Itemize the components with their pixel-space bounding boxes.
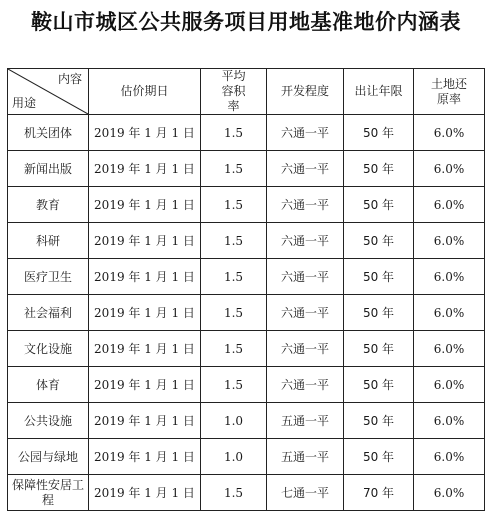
table-row [8, 331, 485, 367]
cell-far: 1.5 [201, 295, 267, 331]
cell-use: 医疗卫生 [8, 259, 89, 295]
cell-date: 2019 年 1 月 1 日 [89, 475, 201, 511]
table-row [8, 367, 485, 403]
land-price-table [7, 68, 485, 511]
table-row [8, 115, 485, 151]
cell-restore: 6.0% [414, 259, 485, 295]
cell-restore: 6.0% [414, 331, 485, 367]
cell-far: 1.5 [201, 115, 267, 151]
cell-term: 50 年 [344, 187, 414, 223]
cell-far: 1.5 [201, 367, 267, 403]
cell-restore: 6.0% [414, 475, 485, 511]
cell-dev: 六通一平 [267, 367, 344, 403]
header-term: 出让年限 [344, 69, 414, 115]
cell-use: 科研 [8, 223, 89, 259]
document-title: 鞍山市城区公共服务项目用地基准地价内涵表 [31, 9, 461, 34]
cell-far: 1.0 [201, 403, 267, 439]
cell-dev: 五通一平 [267, 403, 344, 439]
cell-restore: 6.0% [414, 295, 485, 331]
cell-date: 2019 年 1 月 1 日 [89, 295, 201, 331]
cell-date: 2019 年 1 月 1 日 [89, 403, 201, 439]
cell-dev: 六通一平 [267, 223, 344, 259]
cell-use: 保障性安居工程 [8, 475, 89, 511]
header-dev: 开发程度 [267, 69, 344, 115]
table-row [8, 187, 485, 223]
cell-use: 新闻出版 [8, 151, 89, 187]
header-corner-use: 用途 [12, 96, 37, 110]
cell-dev: 七通一平 [267, 475, 344, 511]
header-date: 估价期日 [89, 69, 201, 115]
cell-restore: 6.0% [414, 367, 485, 403]
cell-date: 2019 年 1 月 1 日 [89, 223, 201, 259]
cell-use: 公园与绿地 [8, 439, 89, 475]
cell-date: 2019 年 1 月 1 日 [89, 331, 201, 367]
header-corner-content: 内容 [57, 72, 82, 86]
table-row [8, 223, 485, 259]
header-row [8, 69, 485, 115]
table-row [8, 439, 485, 475]
cell-term: 50 年 [344, 439, 414, 475]
table-row [8, 295, 485, 331]
table-row [8, 259, 485, 295]
cell-term: 50 年 [344, 223, 414, 259]
cell-term: 50 年 [344, 295, 414, 331]
cell-use: 社会福利 [8, 295, 89, 331]
cell-far: 1.0 [201, 439, 267, 475]
cell-far: 1.5 [201, 187, 267, 223]
cell-far: 1.5 [201, 475, 267, 511]
cell-restore: 6.0% [414, 187, 485, 223]
cell-term: 50 年 [344, 403, 414, 439]
cell-restore: 6.0% [414, 115, 485, 151]
cell-dev: 六通一平 [267, 187, 344, 223]
cell-use: 文化设施 [8, 331, 89, 367]
cell-dev: 六通一平 [267, 259, 344, 295]
cell-dev: 五通一平 [267, 439, 344, 475]
cell-far: 1.5 [201, 223, 267, 259]
cell-restore: 6.0% [414, 223, 485, 259]
header-restore: 土地还原率 [414, 69, 485, 115]
cell-term: 50 年 [344, 367, 414, 403]
cell-dev: 六通一平 [267, 115, 344, 151]
table-body [8, 115, 485, 511]
cell-term: 50 年 [344, 259, 414, 295]
cell-term: 50 年 [344, 115, 414, 151]
cell-use: 教育 [8, 187, 89, 223]
cell-use: 体育 [8, 367, 89, 403]
cell-term: 70 年 [344, 475, 414, 511]
cell-date: 2019 年 1 月 1 日 [89, 115, 201, 151]
header-far: 平均容积率 [201, 69, 267, 115]
cell-date: 2019 年 1 月 1 日 [89, 151, 201, 187]
cell-restore: 6.0% [414, 439, 485, 475]
table-row [8, 475, 485, 511]
cell-term: 50 年 [344, 151, 414, 187]
cell-use: 机关团体 [8, 115, 89, 151]
cell-use: 公共设施 [8, 403, 89, 439]
cell-date: 2019 年 1 月 1 日 [89, 187, 201, 223]
cell-date: 2019 年 1 月 1 日 [89, 367, 201, 403]
table-row [8, 151, 485, 187]
cell-date: 2019 年 1 月 1 日 [89, 259, 201, 295]
cell-far: 1.5 [201, 331, 267, 367]
cell-date: 2019 年 1 月 1 日 [89, 439, 201, 475]
cell-dev: 六通一平 [267, 151, 344, 187]
cell-term: 50 年 [344, 331, 414, 367]
cell-restore: 6.0% [414, 403, 485, 439]
table-row [8, 403, 485, 439]
cell-far: 1.5 [201, 259, 267, 295]
cell-dev: 六通一平 [267, 331, 344, 367]
cell-far: 1.5 [201, 151, 267, 187]
header-corner-cell [8, 69, 89, 115]
cell-dev: 六通一平 [267, 295, 344, 331]
cell-restore: 6.0% [414, 151, 485, 187]
